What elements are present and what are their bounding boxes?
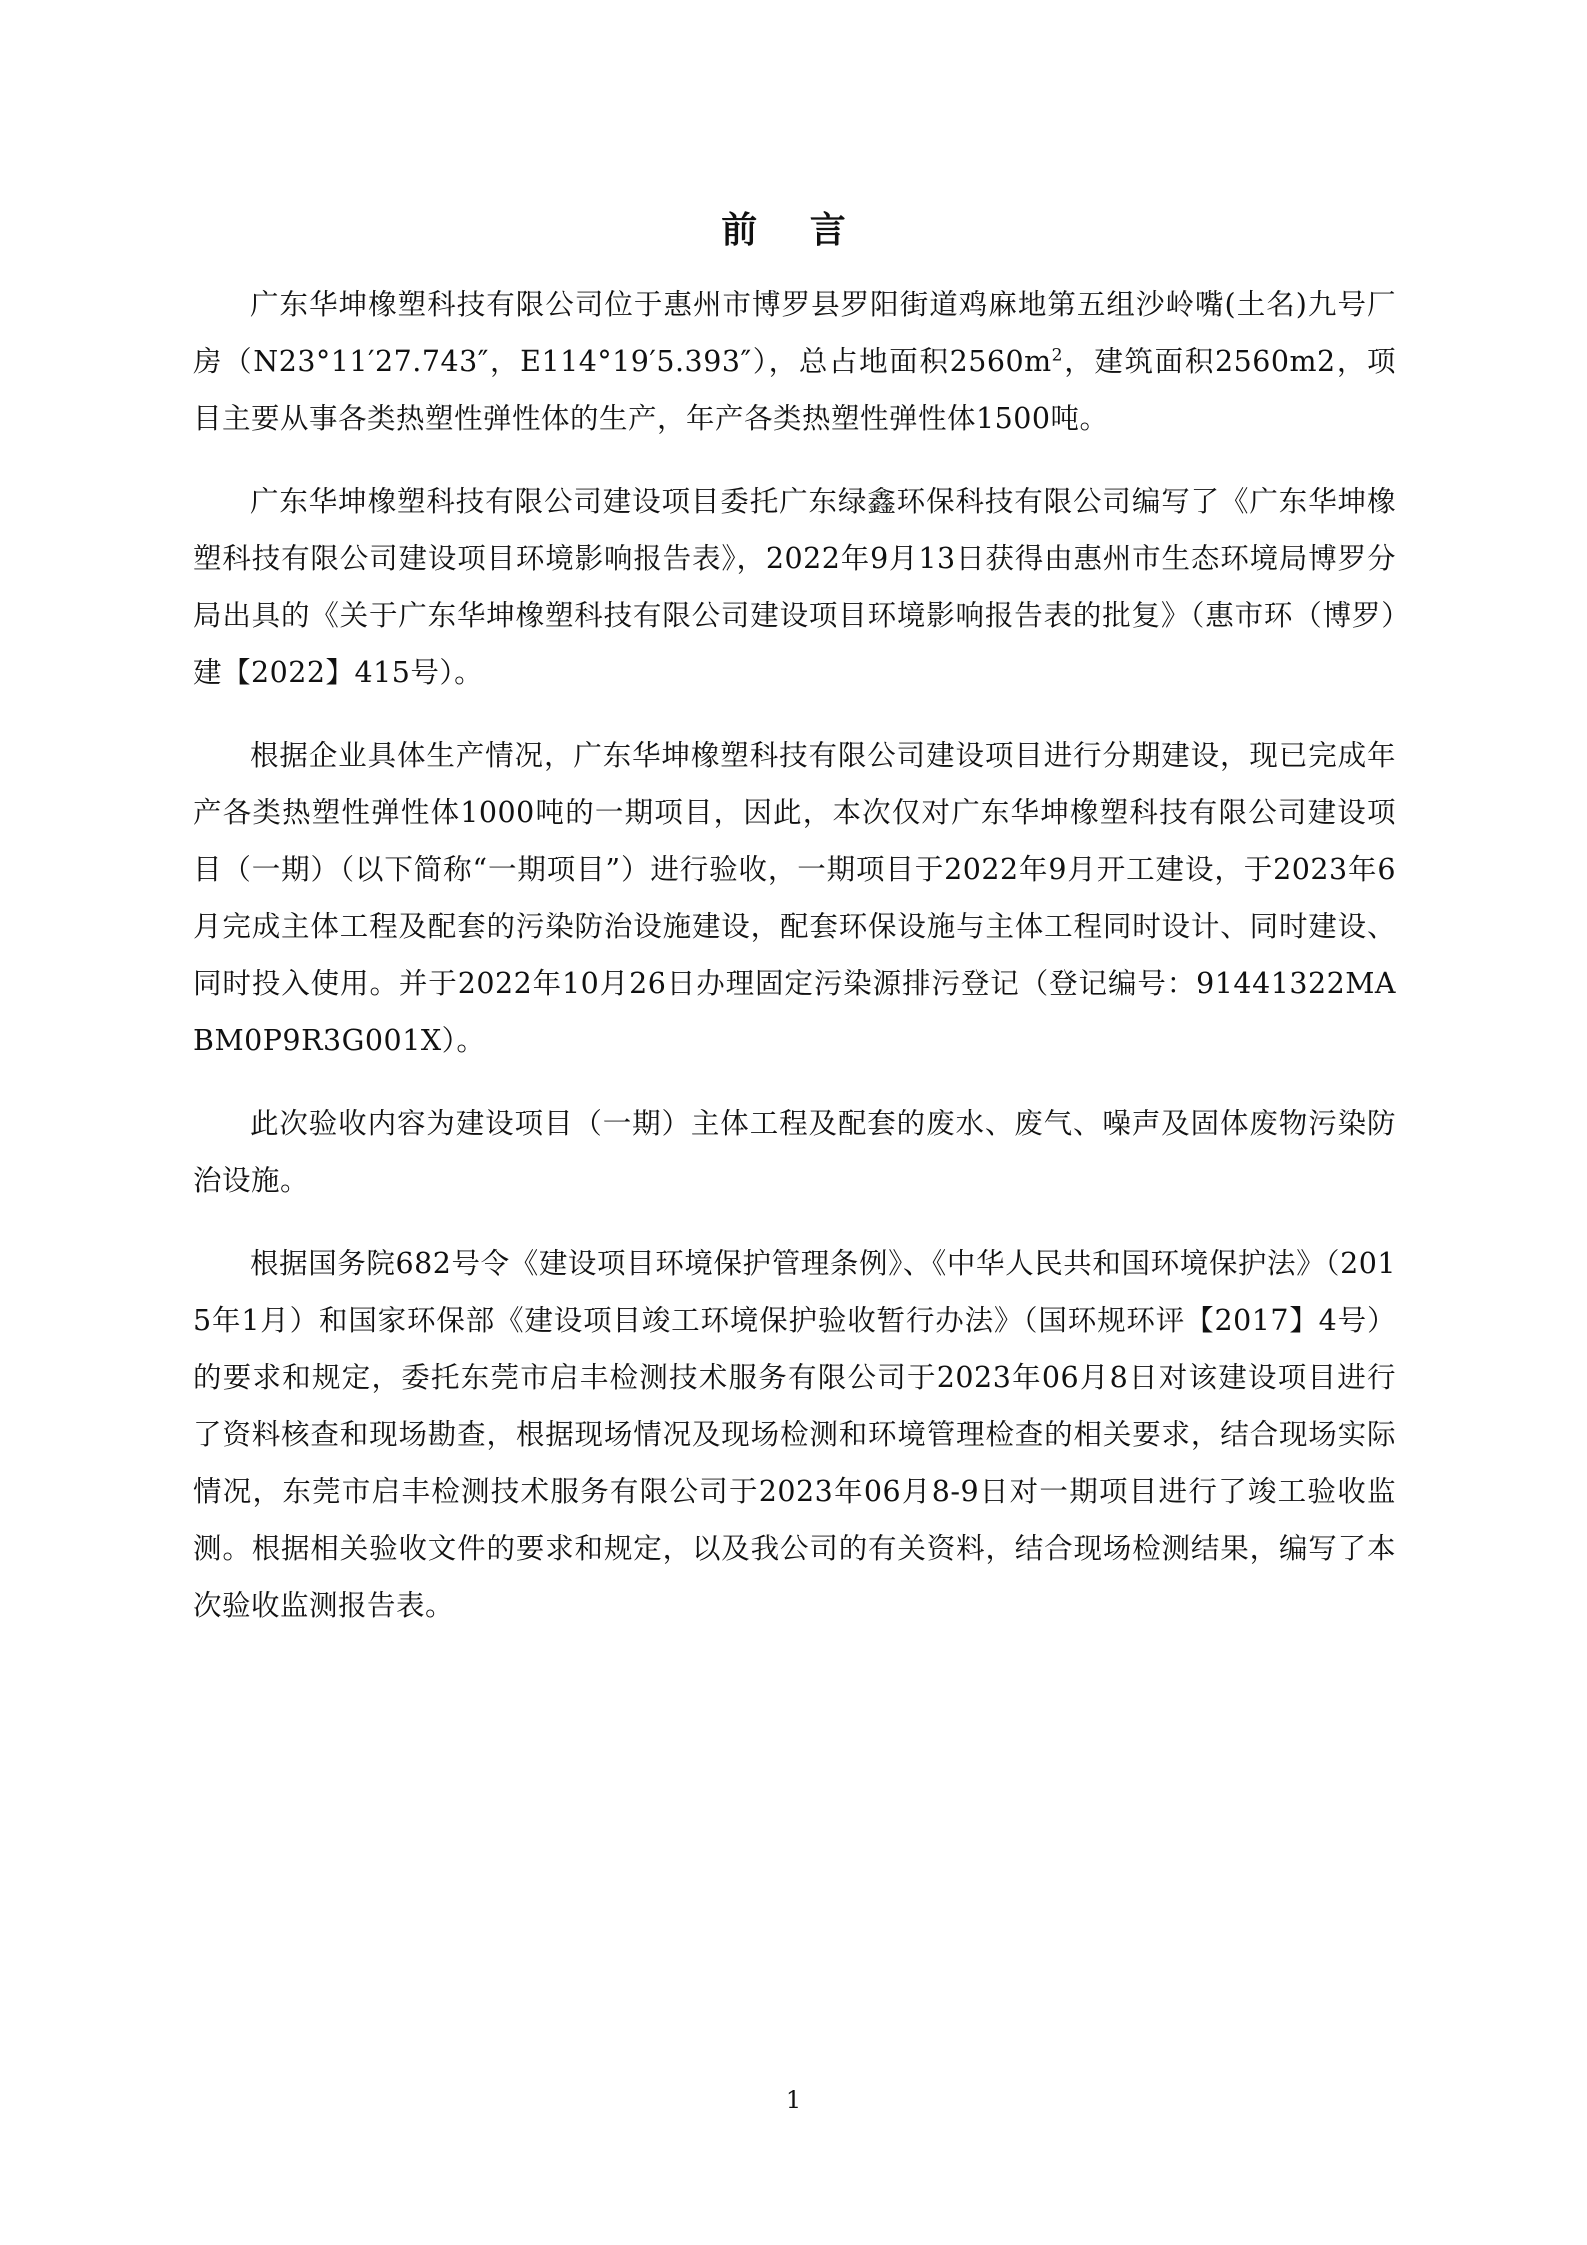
page-title: 前 言	[721, 209, 866, 251]
paragraph-eia-approval: 广东华坤橡塑科技有限公司建设项目委托广东绿鑫环保科技有限公司编写了《广东华坤橡塑科技有限公司建设项目环境影响报告表》，2022年9月13日获得由惠州市生态环境局博罗分局出具的《关于广东华坤橡塑科技有限公司建设项目环境影响报告表的批复》（惠市环（博罗）建【2022】415号）。	[193, 485, 1396, 689]
paragraph-monitoring-basis: 根据国务院682号令《建设项目环境保护管理条例》、《中华人民共和国环境保护法》（2015年1月）和国家环保部《建设项目竣工环境保护验收暂行办法》（国环规环评【2017】4号）的要求和规定，委托东莞市启丰检测技术服务有限公司于2023年06月8日对该建设项目进行了资料核查和现场勘查，根据现场情况及现场检测和环境管理检查的相关要求，结合现场实际情况，东莞市启丰检测技术服务有限公司于2023年06月8-9日对一期项目进行了竣工验收监测。根据相关验收文件的要求和规定，以及我公司的有关资料，结合现场检测结果，编写了本次验收监测报告表。	[193, 1247, 1396, 1622]
page-number: 1	[785, 2086, 802, 2114]
body-text	[193, 276, 1396, 1660]
paragraph-text: ，建筑面积2560m2，项目主要从事各类热塑性弹性体的生产，年产各类热塑性弹性体1500吨。	[193, 345, 1396, 435]
paragraph-project-location	[193, 276, 1396, 447]
paragraph-text: 广东华坤橡塑科技有限公司位于惠州市博罗县罗阳街道鸡麻地第五组沙岭嘴(土名)九号厂房（N23°11′27.743″，E114°19′5.393″），总占地面积2560m	[193, 288, 1396, 378]
superscript: 2	[1051, 345, 1064, 366]
paragraph-acceptance-scope: 此次验收内容为建设项目（一期）主体工程及配套的废水、废气、噪声及固体废物污染防治设施。	[193, 1107, 1396, 1197]
paragraph-phase-construction: 根据企业具体生产情况，广东华坤橡塑科技有限公司建设项目进行分期建设，现已完成年产各类热塑性弹性体1000吨的一期项目，因此，本次仅对广东华坤橡塑科技有限公司建设项目（一期）（以下简称“一期项目”）进行验收，一期项目于2022年9月开工建设，于2023年6月完成主体工程及配套的污染防治设施建设，配套环保设施与主体工程同时设计、同时建设、同时投入使用。并于2022年10月26日办理固定污染源排污登记（登记编号：91441322MABM0P9R3G001X）。	[193, 739, 1396, 1057]
